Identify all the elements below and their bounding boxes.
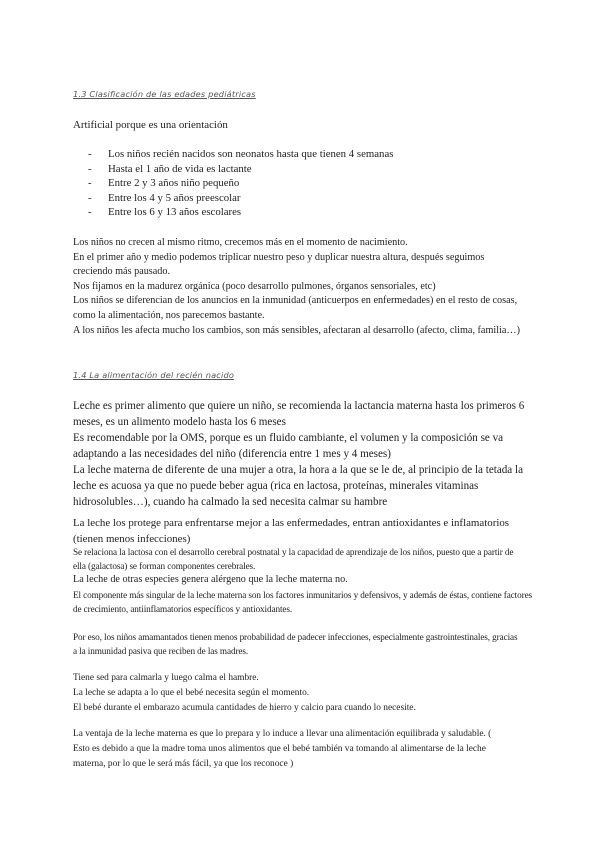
list-item: - Los niños recién nacidos son neonatos hasta que tienen 4 semanas <box>88 147 508 162</box>
paragraph: En el primer año y medio podemos triplicar nuestro peso y duplicar nuestra altura, después seguimos creciendo más pausado. <box>73 251 485 278</box>
paragraph: La leche materna de diferente de una mujer a otra, la hora a la que se le de, al principio de la tetada la leche es acuosa ya que no puede beber agua (rica en lactosa, proteínas, minerales vitaminas hidrosolubles…), cuando ha calmado la sed necesita calmar su hambre <box>73 464 523 508</box>
paragraph: Nos fijamos en la madurez orgánica (poco desarrollo pulmones, órganos sensoriales, etc) <box>73 280 436 292</box>
section-heading-1-3: 1.3 Clasificación de las edades pediátricas <box>73 89 256 99</box>
paragraph: Los niños no crecen al mismo ritmo, crecemos más en el momento de nacimiento. <box>73 237 408 248</box>
allergen-paragraph: La leche de otras especies genera alérgeno que la leche materna no. <box>73 574 348 585</box>
immune-factors-paragraph: El componente más singular de la leche materna son los factores inmunitarios y defensivos, y además de éstas, contiene factores de crecimiento, antiinflamatorios específicos y antioxidantes. <box>73 590 533 615</box>
paragraph: A los niños les afecta mucho los cambios, son más sensibles, afectaran al desarrollo (afecto, clima, familia…) <box>73 324 520 336</box>
needs-paragraphs <box>73 671 531 716</box>
age-list <box>88 147 508 220</box>
paragraph: Leche es primer alimento que quiere un niño, se recomienda la lactancia materna hasta los primeros 6 meses, es un alimento modelo hasta los 6 meses <box>73 400 525 428</box>
section-heading-1-4: 1.4 La alimentación del recién nacido <box>73 370 235 380</box>
paragraph: El bebé durante el embarazo acumula cantidades de hierro y calcio para cuando lo necesite. <box>73 703 416 713</box>
milk-paragraphs <box>73 398 533 510</box>
paragraph: La leche se adapta a lo que el bebé necesita según el momento. <box>73 688 310 698</box>
list-item: - Hasta el 1 año de vida es lactante <box>88 162 508 177</box>
infection-paragraph: Por eso, los niños amamantados tienen menos probabilidad de padecer infecciones, especialmente gastrointestinales, gracias a la inmunidad pasiva que reciben de las madres. <box>73 632 518 657</box>
paragraph: Los niños se diferencian de los anuncios en la inmunidad (anticuerpos en enfermedades) en el resto de cosas, como la alimentación, nos parecemos bastante. <box>73 295 518 321</box>
protection-paragraph: La leche los protege para enfrentarse mejor a las enfermedades, entran antioxidantes e inflamatorios (tienen menos infecciones) <box>73 517 510 545</box>
lactose-paragraph: Se relaciona la lactosa con el desarrollo cerebral postnatal y la capacidad de aprendizaje de los niños, puesto que a partir de ella (galactosa) se forman componentes cerebrales. <box>73 547 514 572</box>
list-item: - Entre 2 y 3 años niño pequeño <box>88 176 508 191</box>
growth-paragraphs <box>73 236 525 338</box>
paragraph: Tiene sed para calmarla y luego calma el hambre. <box>73 673 259 683</box>
advantage-paragraph: La ventaja de la leche materna es que lo prepara y lo induce a llevar una alimentación equilibrada y saludable. ( Esto es debido a que la madre toma unos alimentos que el bebé también va tomando al alimentarse de la leche materna, por lo que le será más fácil, ya que los reconoce ) <box>73 729 492 769</box>
intro-text: Artificial porque es una orientación <box>73 119 228 131</box>
paragraph: Es recomendable por la OMS, porque es un fluido cambiante, el volumen y la composición se va adaptando a las necesidades del niño (diferencia entre 1 mes y 4 meses) <box>73 432 504 460</box>
list-item: - Entre los 4 y 5 años preescolar <box>88 191 508 206</box>
list-item: - Entre los 6 y 13 años escolares <box>88 205 508 220</box>
